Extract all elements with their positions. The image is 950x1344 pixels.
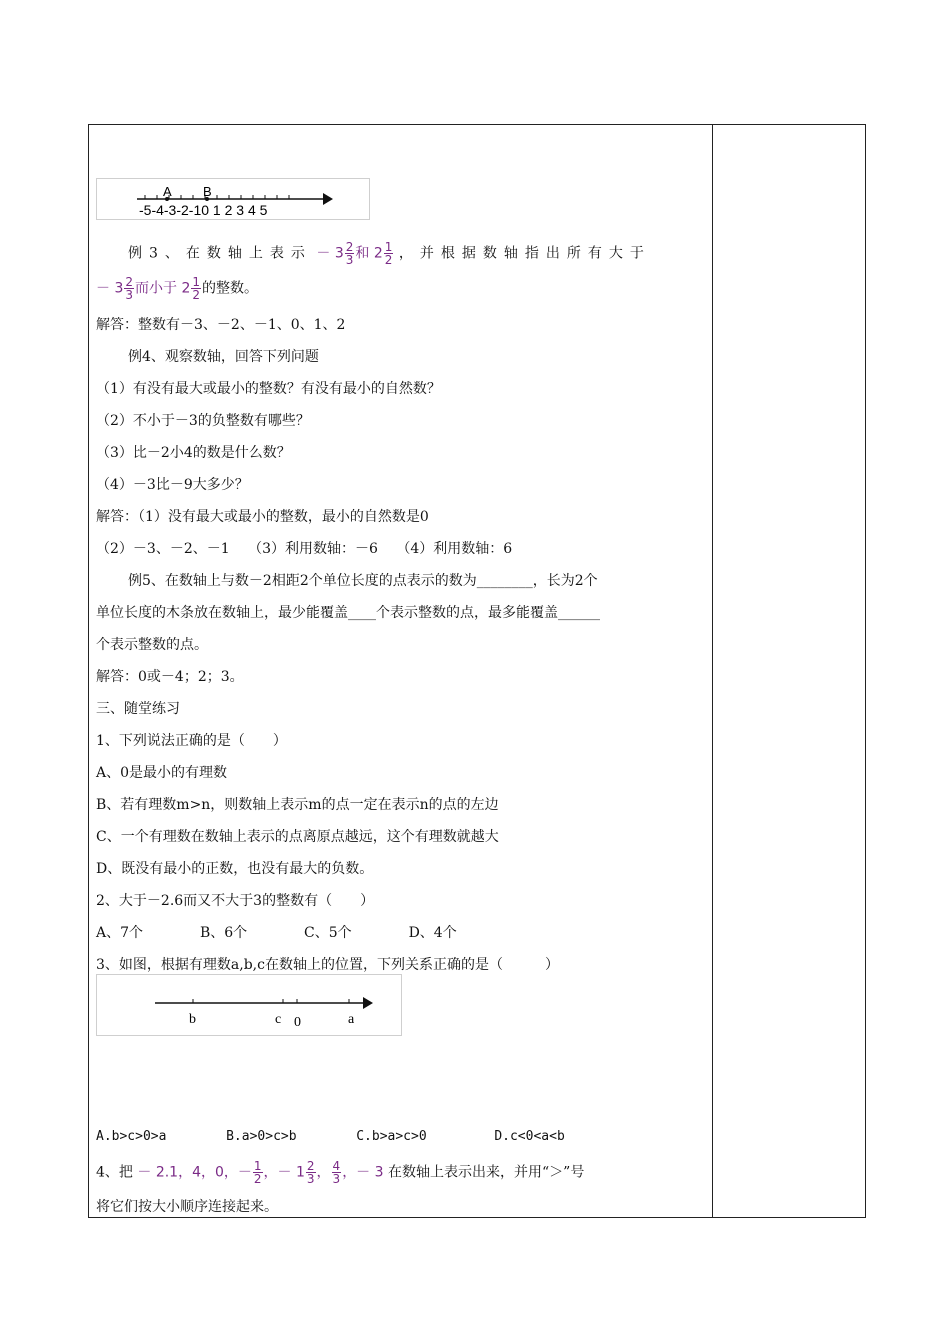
question-3-option-b: B.a>0>c>b <box>226 1129 297 1144</box>
question-1-option-d: D、既没有最小的正数，也没有最大的负数。 <box>96 861 374 877</box>
question-1-stem: 1、下列说法正确的是（ ） <box>96 733 287 749</box>
math-neg-3b: － 3 <box>96 280 124 297</box>
question-1-option-a: A、0是最小的有理数 <box>96 765 228 781</box>
question-4-line-2: 将它们按大小顺序连接起来。 <box>96 1199 278 1215</box>
q4-fraction-four-thirds: $\frac{4}{3}$ <box>332 1159 341 1186</box>
axis-arrow-icon <box>323 193 333 205</box>
label-c: c <box>275 1012 282 1027</box>
question-3-options <box>96 1128 565 1146</box>
math-pos-2: 2 <box>373 245 383 262</box>
number-line-figure-1 <box>96 178 370 220</box>
example-5-line-2: 单位长度的木条放在数轴上，最少能覆盖____个表示整数的点，最多能覆盖______ <box>96 605 600 621</box>
q4-sep: ， <box>316 1164 331 1181</box>
label-a: a <box>348 1012 355 1027</box>
q4-numbers-1: － 2.1，4，0，－ <box>137 1164 252 1181</box>
tick-labels: -5-4-3-2-10 1 2 3 4 5 <box>139 202 268 218</box>
math-neg-3: － 3 <box>316 245 344 262</box>
q4-numbers-3: ，－ 3 <box>342 1164 384 1181</box>
question-2-option-b: B、6个 <box>199 925 248 941</box>
label-b: b <box>189 1012 196 1027</box>
question-3-stem: 3、如图，根据有理数a,b,c在数轴上的位置，下列关系正确的是（ ） <box>96 957 559 973</box>
question-3-option-c: C.b>a>c>0 <box>356 1129 427 1144</box>
question-4-prefix: 4、把 <box>96 1164 133 1181</box>
label-0: 0 <box>294 1015 301 1030</box>
math-pos-2b: 2 <box>181 280 191 297</box>
example-5-line-3: 个表示整数的点。 <box>96 637 208 653</box>
section-3-heading: 三、随堂练习 <box>96 701 180 717</box>
example-3-line-1 <box>128 241 651 266</box>
fraction-one-half: $\frac{1}{2}$ <box>384 240 393 267</box>
question-2-options <box>96 924 457 942</box>
answer-3: 解答：整数有－3、－2、－1、0、1、2 <box>96 317 346 333</box>
example-3-text-suffix: ，并根据数轴指出所有大于 <box>398 245 651 262</box>
example-5-answer: 解答：0或－4；2；3。 <box>96 669 244 685</box>
q4-numbers-2: ，－ 1 <box>263 1164 305 1181</box>
example-3-line-2-suffix: 的整数。 <box>202 280 259 297</box>
example-5-line-1: 例5、在数轴上与数－2相距2个单位长度的点表示的数为________，长为2个 <box>128 573 598 589</box>
point-a-label: A <box>163 184 172 199</box>
fraction-two-thirds-b: $\frac{2}{3}$ <box>125 275 133 302</box>
table-column-divider <box>712 124 713 1218</box>
example-4-answer-2: （2）－3、－2、－1 （3）利用数轴：－6 （4）利用数轴：6 <box>96 541 513 557</box>
example-4-answer-1: 解答：（1）没有最大或最小的整数，最小的自然数是0 <box>96 509 429 525</box>
number-line-1-svg <box>97 179 369 219</box>
example-4-q4: （4）－3比－9大多少？ <box>96 477 249 493</box>
fraction-two-thirds: $\frac{2}{3}$ <box>345 240 354 267</box>
question-4-line-1 <box>96 1160 584 1185</box>
example-4-q2: （2）不小于－3的负整数有哪些？ <box>96 413 310 429</box>
question-2-option-a: A、7个 <box>96 925 144 941</box>
question-2-option-d: D、4个 <box>408 925 457 941</box>
q4-fraction-two-thirds: $\frac{2}{3}$ <box>306 1159 315 1186</box>
number-line-2-svg <box>97 975 401 1035</box>
example-4-q1: （1）有没有最大或最小的整数？有没有最小的自然数？ <box>96 381 441 397</box>
question-1-option-b: B、若有理数m>n，则数轴上表示m的点一定在表示n的点的左边 <box>96 797 499 813</box>
point-b-label: B <box>203 184 212 199</box>
question-1-option-c: C、一个有理数在数轴上表示的点离原点越远，这个有理数就越大 <box>96 829 499 845</box>
question-3-option-d: D.c<0<a<b <box>494 1129 565 1144</box>
example-3-line-2 <box>96 276 258 301</box>
question-3-option-a: A.b>c>0>a <box>96 1129 167 1144</box>
fraction-one-half-b: $\frac{1}{2}$ <box>192 275 201 302</box>
math-and: 和 <box>355 245 370 262</box>
question-2-option-c: C、5个 <box>304 925 352 941</box>
question-2-stem: 2、大于－2.6而又不大于3的整数有（ ） <box>96 893 375 909</box>
example-4-q3: （3）比－2小4的数是什么数？ <box>96 445 291 461</box>
math-between: 而小于 <box>135 280 177 297</box>
axis-arrow-icon-2 <box>363 997 373 1009</box>
number-line-figure-2 <box>96 974 402 1036</box>
example-4-title: 例4、观察数轴，回答下列问题 <box>128 349 319 365</box>
question-4-suffix: 在数轴上表示出来，并用“＞”号 <box>388 1164 585 1181</box>
q4-fraction-one-half: $\frac{1}{2}$ <box>253 1159 262 1186</box>
example-3-text: 例3、在数轴上表示 <box>128 245 312 262</box>
